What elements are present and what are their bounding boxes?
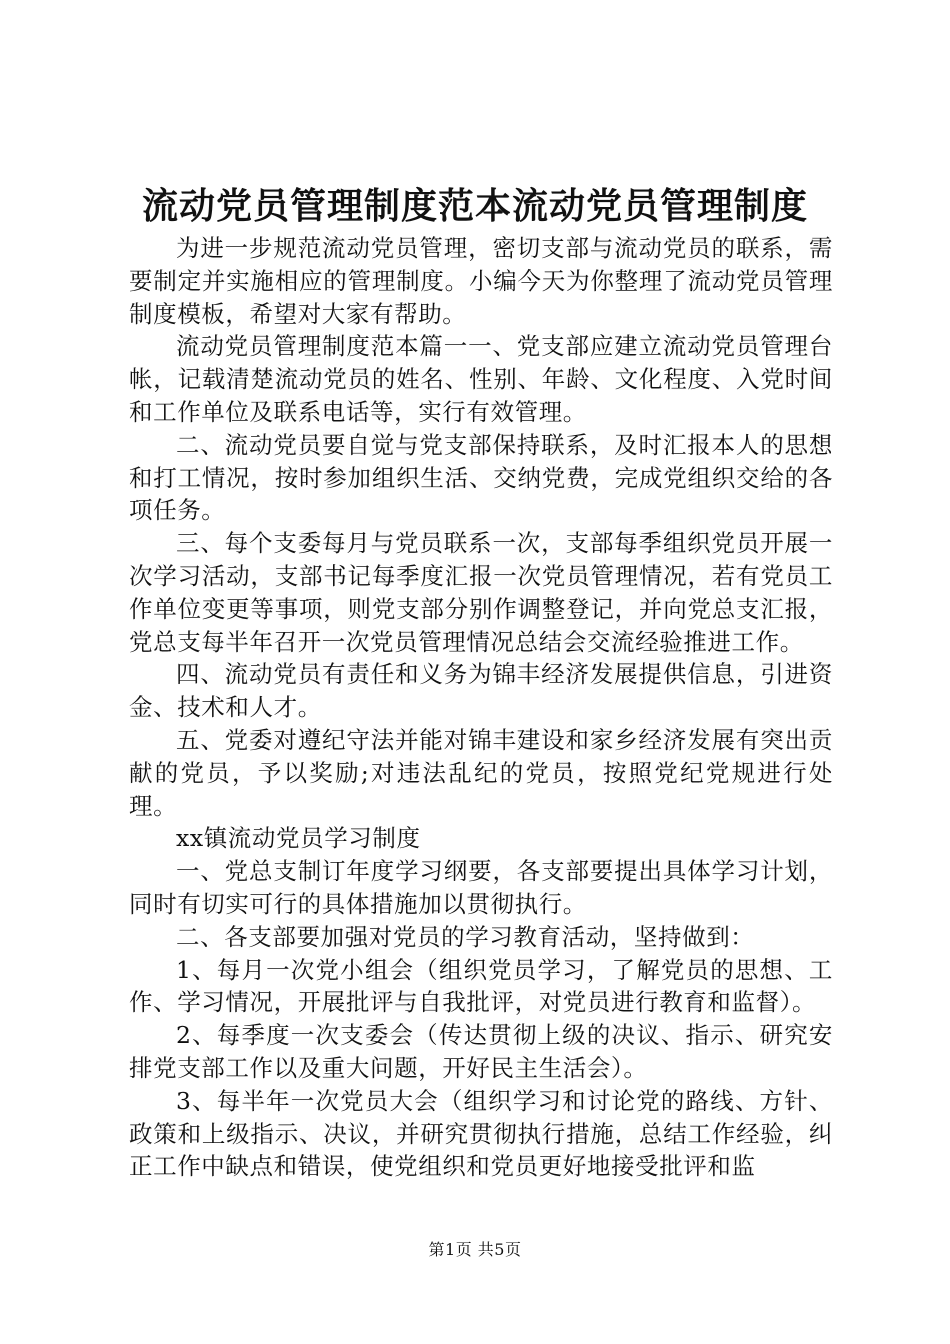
paragraph-intro: 为进一步规范流动党员管理，密切支部与流动党员的联系，需要制定并实施相应的管理制度。小编今天为你整理了流动党员管理制度模板，希望对大家有帮助。 [129,234,833,328]
paragraph-study-2-1: 1、每月一次党小组会（组织党员学习，了解党员的思想、工作、学习情况，开展批评与自我批评，对党员进行教育和监督）。 [129,955,833,1017]
section-heading-study-system: xx镇流动党员学习制度 [176,824,421,853]
paragraph-study-2: 二、各支部要加强对党员的学习教育活动，坚持做到： [176,922,755,951]
paragraph-study-2-2: 2、每季度一次支委会（传达贯彻上级的决议、指示、研究安排党支部工作以及重大问题，开好民主生活会）。 [129,1021,833,1082]
paragraph-item-5: 五、党委对遵纪守法并能对锦丰建设和家乡经济发展有突出贡献的党员，予以奖励;对违法乱纪的党员，按照党纪党规进行处理。 [129,725,833,820]
paragraph-item-3: 三、每个支委每月与党员联系一次，支部每季组织党员开展一次学习活动，支部书记每季度汇报一次党员管理情况，若有党员工作单位变更等事项，则党支部分别作调整登记，并向党总支汇报，党总支每半年召开一次党员管理情况总结会交流经验推进工作。 [129,529,833,656]
paragraph-study-1: 一、党总支制订年度学习纲要，各支部要提出具体学习计划，同时有切实可行的具体措施加以贯彻执行。 [129,857,833,918]
paragraph-study-2-3: 3、每半年一次党员大会（组织学习和讨论党的路线、方针、政策和上级指示、决议，并研究贯彻执行措施，总结工作经验，纠正工作中缺点和错误，使党组织和党员更好地接受批评和监 [129,1086,833,1181]
paragraph-item-2: 二、流动党员要自觉与党支部保持联系，及时汇报本人的思想和打工情况，按时参加组织生活、交纳党费，完成党组织交给的各项任务。 [129,430,833,525]
document-title: 流动党员管理制度范本流动党员管理制度 [141,185,808,227]
paragraph-item-4: 四、流动党员有责任和义务为锦丰经济发展提供信息，引进资金、技术和人才。 [129,660,833,722]
paragraph-item-1: 流动党员管理制度范本篇一一、党支部应建立流动党员管理台帐，记载清楚流动党员的姓名、性别、年龄、文化程度、入党时间和工作单位及联系电话等，实行有效管理。 [129,332,833,426]
document-body [129,232,833,1183]
page-footer: 第1页 共5页 [428,1240,522,1259]
